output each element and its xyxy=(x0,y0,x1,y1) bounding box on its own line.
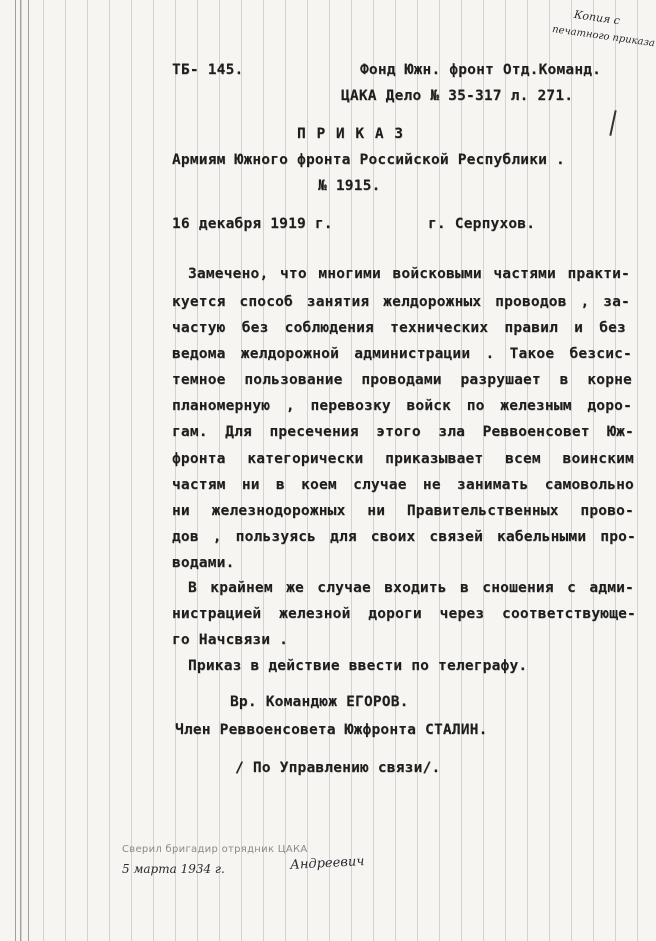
body-line-5: темное пользование проводами разрушает в корне xyxy=(172,372,632,388)
left-margin-line xyxy=(15,0,16,941)
body-line-11: дов , пользуясь для своих связей кабельными про- xyxy=(172,529,636,545)
document-heading: П Р И К А З xyxy=(297,126,405,142)
body-line-12: водами. xyxy=(172,555,235,571)
department-note: / По Управлению связи/. xyxy=(235,760,441,776)
body-para2-line-2: нистрацией железной дороги через соответствующе- xyxy=(172,606,636,622)
order-place: г. Серпухов. xyxy=(428,216,536,232)
body-line-4: ведома желдорожной администрации . Такое безсис- xyxy=(172,346,632,362)
corner-note-line-2: печатного приказа xyxy=(551,24,656,50)
body-para3: Приказ в действие ввести по телеграфу. xyxy=(188,658,528,674)
fond-reference: Фонд Южн. фронт Отд.Команд. xyxy=(360,62,602,78)
commander-signature: Вр. Командюж ЕГОРОВ. xyxy=(230,694,409,710)
left-margin-line-2 xyxy=(20,0,21,941)
handwritten-signature: Андреевич xyxy=(289,854,365,873)
order-date: 16 декабря 1919 г. xyxy=(172,216,333,232)
document-subtitle: Армиям Южного фронта Российской Республики . xyxy=(172,152,565,168)
body-line-2: куется способ занятия желдорожных проводов , за- xyxy=(172,294,630,310)
verification-stamp: Сверил бригадир отрядник ЦАКА xyxy=(122,844,308,855)
member-signature: Член Реввоенсовета Южфронта СТАЛИН. xyxy=(175,722,488,738)
corner-note-line-1: Копия с xyxy=(573,8,621,28)
document-code: ТБ- 145. xyxy=(172,62,244,78)
pen-mark xyxy=(609,110,616,136)
archive-reference: ЦАКА Дело № 35-317 л. 271. xyxy=(341,88,574,104)
body-para2-line-1: В крайнем же случае входить в сношения с адми- xyxy=(188,580,634,596)
order-number: № 1915. xyxy=(318,178,381,194)
body-line-1: Замечено, что многими войсковыми частями практи- xyxy=(188,266,630,282)
body-line-6: планомерную , перевозку войск по железным доро- xyxy=(172,398,632,414)
body-para2-line-3: го Начсвязи . xyxy=(172,632,289,648)
verification-date: 5 марта 1934 г. xyxy=(122,862,225,876)
body-line-10: ни железнодорожных ни Правительственных прово- xyxy=(172,503,634,519)
body-line-3: частую без соблюдения технических правил и без xyxy=(172,320,626,336)
body-line-9: частям ни в коем случае не занимать самовольно xyxy=(172,477,634,493)
body-line-7: гам. Для пресечения этого зла Реввоенсовет Юж- xyxy=(172,424,634,440)
body-line-8: фронта категорически приказывает всем воинским xyxy=(172,451,634,467)
left-margin-line-3 xyxy=(28,0,29,941)
